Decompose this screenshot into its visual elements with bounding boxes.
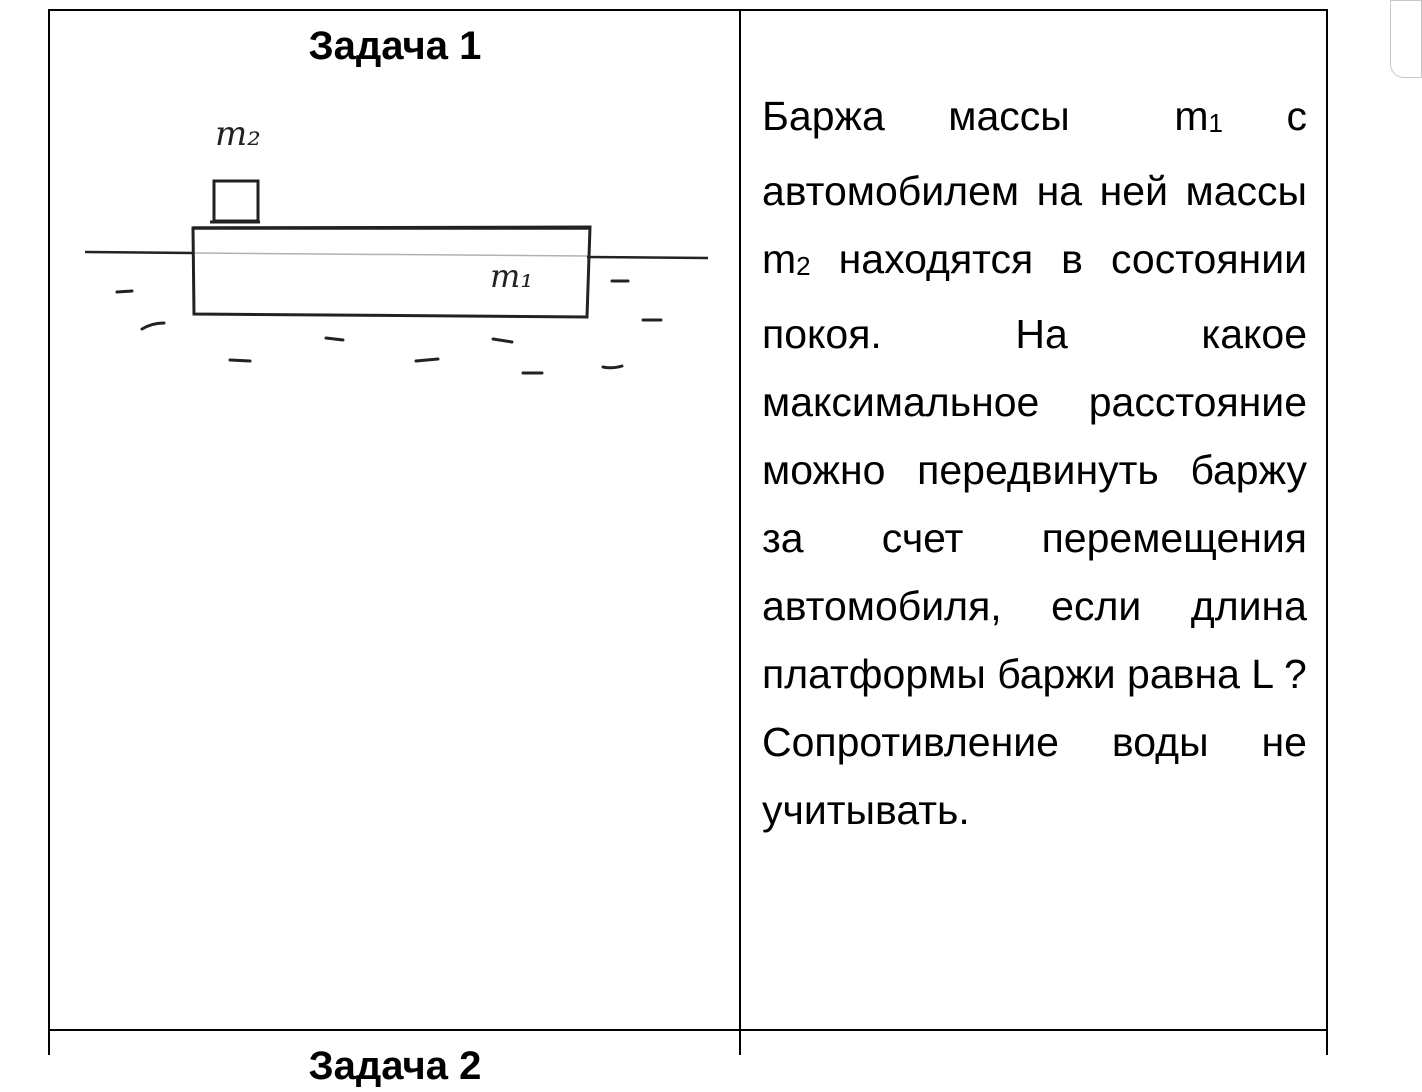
table-top-border: [48, 9, 1328, 11]
car-mass-label: m₂: [215, 114, 261, 154]
table-right-border: [1326, 9, 1328, 1055]
car-box: [214, 181, 258, 221]
barge-mass-symbol: $m_1$: [1174, 93, 1223, 139]
car-mass-symbol: $m_2$: [762, 236, 811, 282]
problem-statement: [762, 82, 1307, 844]
next-task-title: Задача 2: [308, 1044, 482, 1088]
table-column-divider: [739, 9, 741, 1055]
barge-mass-label: m₁: [490, 257, 534, 295]
task-title: Задача 1: [308, 24, 482, 68]
barge-figure: [60, 95, 730, 425]
problem-paragraph: Баржа массы $m_1$ с автомобилем на ней массы $m_2$ находятся в состоянии покоя. На какое максимальное расстояние можно передвинуть баржу за счет перемещения автомобиля, если длина платформы баржи равна L ?: [762, 93, 1307, 697]
problem-note: Сопротивление воды не учитывать.: [762, 719, 1307, 833]
table-left-border: [48, 9, 50, 1055]
water-waves: [117, 281, 661, 373]
table-row-divider: [48, 1029, 1328, 1031]
page-edge-tab: [1390, 0, 1422, 78]
